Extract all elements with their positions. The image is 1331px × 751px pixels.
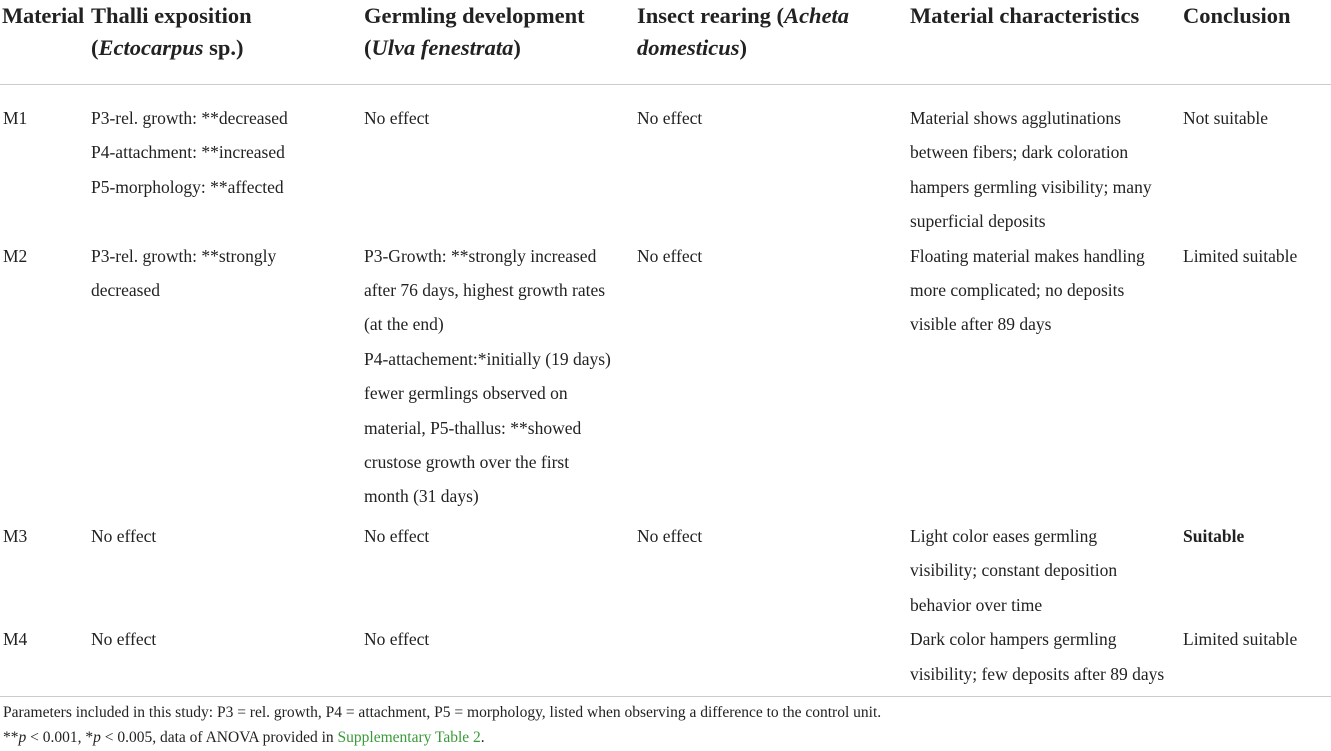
cell-characteristics: Floating material makes handling more complicated; no deposits visible after 89 days: [910, 245, 1145, 335]
header-material: Material: [0, 0, 88, 85]
cell-thalli: P3-rel. growth: **decreased P4-attachment: **increased P5-morphology: **affected: [91, 108, 288, 197]
table-footnotes: [3, 700, 1323, 750]
footnote-parameters: Parameters included in this study: P3 = rel. growth, P4 = attachment, P5 = morphology, listed when observing a difference to the control unit.: [3, 704, 882, 721]
header-row: [0, 0, 1331, 85]
cell-conclusion: Not suitable: [1183, 108, 1269, 128]
cell-germling: No effect: [364, 525, 430, 546]
cell-material: M4: [0, 622, 88, 696]
cell-thalli: No effect: [88, 622, 361, 696]
cell-characteristics: Dark color hampers germling visibility; few deposits after 89 days: [907, 622, 1180, 696]
header-thalli-exposition: Thalli exposition (Ectocarpus sp.): [88, 0, 361, 85]
header-germling-development: Germling development (Ulva fenestrata): [361, 0, 634, 85]
header-conclusion: Conclusion: [1180, 0, 1331, 85]
table-row: [0, 622, 1331, 696]
cell-conclusion: Suitable: [1183, 525, 1245, 546]
cell-material: M3: [3, 525, 28, 546]
cell-insect: No effect: [637, 245, 703, 266]
cell-insect: No effect: [637, 525, 703, 546]
cell-characteristics: Material shows agglutinations between fibers; dark coloration hampers germling visibility; many superficial deposits: [910, 108, 1152, 232]
cell-characteristics: Light color eases germling visibility; constant deposition behavior over time: [910, 525, 1118, 615]
cell-germling: P3-Growth: **strongly increased after 76 days, highest growth rates (at the end) P4-attachement:*initially (19 days) fewer germlings observed on material, P5-thallus: **showed crustose growth over the first month (31 days): [364, 245, 611, 507]
cell-insect: No effect: [637, 108, 703, 128]
cell-thalli: No effect: [91, 525, 157, 546]
cell-insect: [634, 622, 907, 696]
table-row: [0, 85, 1331, 239]
table-row: [0, 239, 1331, 514]
cell-conclusion: Limited suitable: [1183, 245, 1298, 266]
supplementary-table-link[interactable]: Supplementary Table 2: [337, 729, 481, 746]
footnote-significance: **p < 0.001, *p < 0.005, data of ANOVA provided in Supplementary Table 2.: [3, 729, 485, 746]
cell-material: M1: [3, 108, 28, 128]
header-insect-rearing: Insect rearing (Acheta domesticus): [634, 0, 907, 85]
cell-conclusion: Limited suitable: [1180, 622, 1331, 696]
header-material-characteristics: Material characteristics: [907, 0, 1180, 85]
cell-germling: No effect: [361, 622, 634, 696]
cell-germling: No effect: [364, 108, 430, 128]
cell-thalli: P3-rel. growth: **strongly decreased: [91, 245, 277, 301]
table-row: [0, 514, 1331, 622]
cell-material: M2: [3, 245, 28, 266]
